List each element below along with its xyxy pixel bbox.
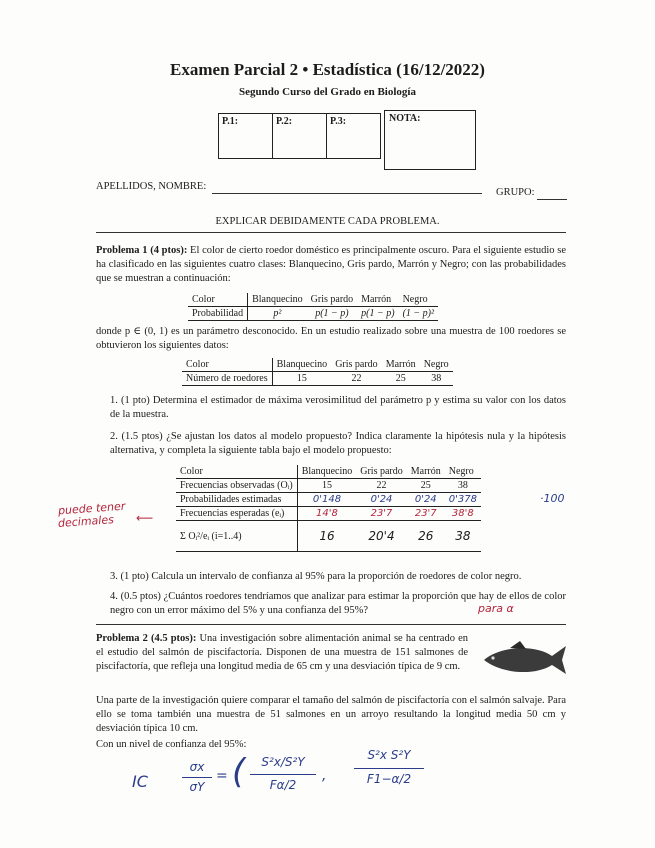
fit-header-blanquecino: Blanquecino [301, 466, 353, 477]
fit-expected-gris: 23'7 [370, 508, 393, 519]
score-box-p3: P.3: [327, 114, 381, 159]
salmon-icon [480, 638, 570, 683]
fit-observed-gris: 22 [376, 480, 387, 491]
fit-row-expected-label: Frecuencias esperadas (eᵢ) [176, 507, 297, 521]
prob-row-label: Probabilidad [188, 307, 248, 321]
count-table [182, 358, 453, 386]
fit-sum-blanquecino: 16 [319, 529, 335, 543]
hand-frac2-top: S²x S²Y [367, 748, 411, 762]
fit-probability-marron: 0'24 [414, 494, 437, 505]
fit-header-marron: Marrón [410, 466, 441, 477]
fit-row-probability-label: Probabilidades estimadas [176, 493, 297, 507]
times-100-note: ·100 [540, 492, 565, 505]
question-1 [110, 394, 566, 422]
prob-header-negro: Negro [402, 294, 428, 305]
question-3 [110, 570, 566, 584]
score-box-p1: P.1: [219, 114, 273, 159]
count-value-blanquecino: 15 [296, 373, 307, 384]
prob-value-marron: p(1 − p) [361, 308, 395, 319]
group-label: GRUPO: [496, 187, 535, 198]
fit-sum-marron: 26 [418, 529, 434, 543]
problem1-after-table: donde p ∈ (0, 1) es un parámetro desconocido. En un estudio realizado sobre una muestra de 100 roedores se obtuvieron los siguientes datos: [96, 326, 566, 351]
name-label: APELLIDOS, NOMBRE: [96, 181, 207, 192]
fit-expected-negro: 38'8 [451, 508, 474, 519]
count-row-label: Número de roedores [182, 372, 272, 386]
hand-frac1-bar [250, 774, 316, 775]
problem1-heading: Problema 1 (4 ptos): [96, 245, 188, 256]
question-3-number: 3. [110, 571, 118, 582]
prob-header-blanquecino: Blanquecino [252, 294, 303, 305]
fit-expected-marron: 23'7 [414, 508, 437, 519]
fit-row-sum-label: Σ Oᵢ²/eᵢ (i=1..4) [176, 521, 297, 552]
problem2-heading: Problema 2 (4.5 ptos): [96, 633, 197, 644]
prob-header-gris: Gris pardo [310, 294, 354, 305]
question-2 [110, 430, 566, 458]
question-2-number: 2. [110, 431, 118, 442]
score-grid [218, 113, 381, 159]
question-3-text: (1 pto) Calcula un intervalo de confianza al 95% para la proporción de roedores de color negro. [120, 571, 522, 582]
fit-header-gris: Gris pardo [360, 466, 403, 477]
hand-frac1-bottom: Fα/2 [269, 778, 297, 792]
prob-value-blanquecino: p² [273, 308, 282, 319]
divider-2 [96, 624, 566, 625]
count-value-negro: 38 [431, 373, 442, 384]
exam-subtitle: Segundo Curso del Grado en Biología [239, 86, 416, 98]
hand-ratio-bottom: σY [189, 780, 205, 794]
hand-frac2-bar [354, 768, 424, 769]
arrow-icon: ⟵ [136, 511, 154, 525]
question-1-number: 1. [110, 395, 118, 406]
probability-table [188, 293, 438, 321]
fit-sum-negro: 38 [455, 529, 471, 543]
count-value-marron: 25 [395, 373, 406, 384]
fit-probability-blanquecino: 0'148 [312, 494, 342, 505]
hand-ratio-bar [182, 777, 212, 778]
prob-header-color: Color [188, 293, 248, 307]
fit-probability-negro: 0'378 [448, 494, 477, 505]
fit-expected-blanquecino: 14'8 [316, 508, 338, 519]
divider-1 [96, 232, 566, 233]
prob-value-gris: p(1 − p) [315, 308, 349, 319]
count-header-blanquecino: Blanquecino [276, 359, 328, 370]
fit-observed-blanquecino: 15 [321, 480, 332, 491]
hand-paren: ( [232, 752, 246, 792]
exam-title: Examen Parcial 2 • Estadística (16/12/2022) [170, 60, 485, 79]
fit-table [176, 465, 481, 552]
question-4-text: (0.5 ptos) ¿Cuántos roedores tendríamos que analizar para estimar la proporción que hay de ellos de color negro con un error máximo del 5% y una confianza del 95%? [110, 591, 567, 616]
problem2-text2: Una parte de la investigación quiere comparar el tamaño del salmón de piscifactoría con el salmón salvaje. Para ello se toma también una muestra de 51 salmones en un arroyo resultando la longitud media 50 cm y desviación típica 10 cm. [96, 695, 566, 734]
fit-header-color: Color [176, 465, 297, 479]
nota-label: NOTA: [389, 113, 421, 124]
fit-observed-marron: 25 [420, 480, 431, 491]
hand-ic: IC [132, 772, 148, 791]
hand-frac1-top: S²x/S²Y [261, 755, 305, 769]
count-header-color: Color [182, 358, 272, 372]
prob-header-marron: Marrón [361, 294, 392, 305]
fit-probability-gris: 0'24 [370, 494, 393, 505]
problem2-text1 [96, 632, 468, 674]
group-underline [537, 199, 567, 200]
hand-ratio-top: σx [189, 760, 205, 774]
problem2-text3: Con un nivel de confianza del 95%: [96, 739, 247, 750]
problem2-text1-content: Una investigación sobre alimentación animal se ha centrado en el estudio del salmón de piscifactoría. Disponen de una muestra de 151 salmones de piscifactoría, que refleja una longitud media de 65 cm y una desviación típica de 9 cm. [96, 633, 468, 672]
hand-equals: = [216, 768, 228, 784]
instruction: EXPLICAR DEBIDAMENTE CADA PROBLEMA. [215, 216, 440, 227]
prob-value-negro: (1 − p)² [402, 308, 434, 319]
hand-comma: , [322, 768, 327, 784]
fit-sum-gris: 20'4 [368, 529, 395, 543]
problem1-intro [96, 244, 566, 286]
fit-observed-negro: 38 [457, 480, 468, 491]
count-header-marron: Marrón [385, 359, 416, 370]
problem1-intro-text: El color de cierto roedor doméstico es principalmente oscuro. Para el siguiente estudio se ha clasificado en las siguientes cuatro clases: Blanquecino, Gris pardo, Marrón y Negro; con las probabilidades que se muestran a continuación: [96, 245, 566, 284]
question-2-text: (1.5 ptos) ¿Se ajustan los datos al modelo propuesto? Indica claramente la hipótesis nula y la hipótesis alternativa, y completa la siguiente tabla bajo el modelo propuesto: [110, 431, 567, 456]
para-alpha-note: para α [478, 602, 514, 615]
fit-row-observed-label: Frecuencias observadas (Oᵢ) [176, 479, 297, 493]
hand-frac2-bottom: F1−α/2 [366, 772, 412, 786]
count-header-negro: Negro [423, 359, 449, 370]
margin-note-2: decimales [57, 513, 115, 530]
name-underline [212, 193, 482, 194]
fit-header-negro: Negro [448, 466, 474, 477]
count-value-gris: 22 [351, 373, 362, 384]
margin-note-1: puede tener [57, 499, 126, 518]
count-header-gris: Gris pardo [335, 359, 378, 370]
question-1-text: (1 pto) Determina el estimador de máxima verosimilitud del parámetro p y estima su valor con los datos de la muestra. [110, 395, 567, 420]
nota-box [384, 110, 476, 170]
question-4-number: 4. [110, 591, 118, 602]
score-box-p2: P.2: [273, 114, 327, 159]
